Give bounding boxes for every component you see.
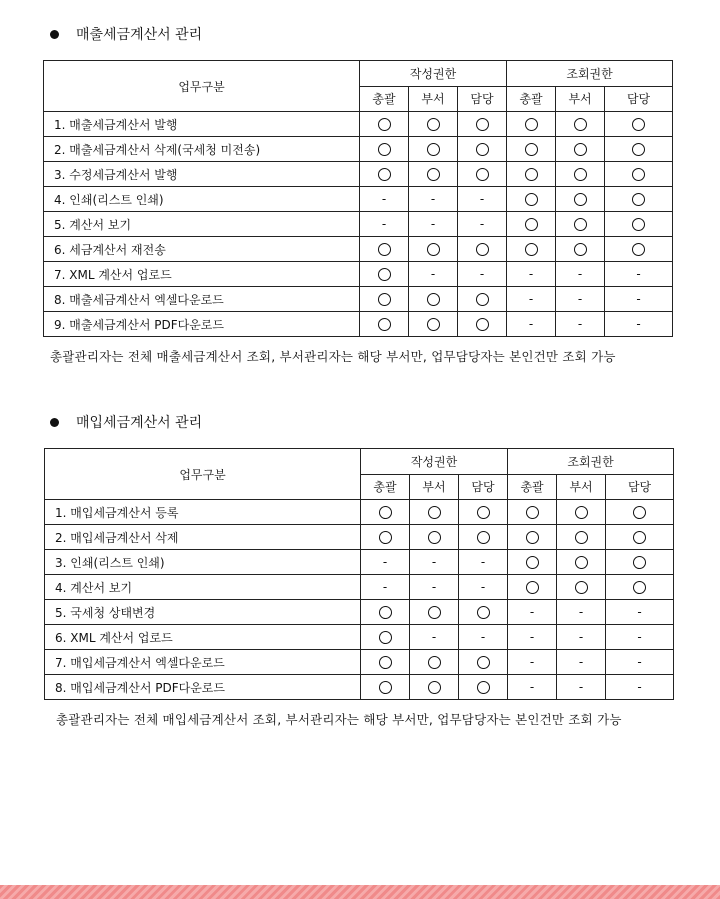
table-row <box>44 112 673 137</box>
permission-cell <box>410 675 459 700</box>
permission-cell <box>557 550 606 575</box>
permission-cell <box>508 575 557 600</box>
circle-mark-icon <box>476 293 489 306</box>
permission-cell <box>605 237 673 262</box>
circle-mark-icon <box>477 506 490 519</box>
permission-cell <box>361 525 410 550</box>
circle-mark-icon <box>427 318 440 331</box>
permission-cell <box>557 675 606 700</box>
permission-cell <box>458 212 507 237</box>
dash-mark: - <box>636 267 641 281</box>
circle-mark-icon <box>428 681 441 694</box>
circle-mark-icon <box>632 218 645 231</box>
permission-cell <box>507 212 556 237</box>
dash-mark: - <box>431 555 437 569</box>
dash-mark: - <box>479 267 485 281</box>
permission-cell <box>556 112 605 137</box>
permission-cell <box>410 600 459 625</box>
permission-cell <box>459 575 508 600</box>
circle-mark-icon <box>633 531 646 544</box>
circle-mark-icon <box>427 243 440 256</box>
circle-mark-icon <box>574 193 587 206</box>
permission-cell <box>410 500 459 525</box>
table-row <box>44 312 673 337</box>
table-row <box>45 525 674 550</box>
dash-mark: - <box>637 680 642 694</box>
circle-mark-icon <box>526 531 539 544</box>
permission-cell <box>556 187 605 212</box>
permission-cell <box>557 600 606 625</box>
circle-mark-icon <box>574 118 587 131</box>
subheader-write-general: 총괄 <box>361 474 410 500</box>
permission-cell <box>459 500 508 525</box>
table-row <box>45 675 674 700</box>
section-title-sales <box>50 24 202 44</box>
permission-cell <box>360 287 409 312</box>
permission-cell <box>605 287 673 312</box>
dash-mark: - <box>430 217 436 231</box>
task-label: 4. 인쇄(리스트 인쇄) <box>44 187 360 212</box>
permission-cell <box>557 650 606 675</box>
task-label: 1. 매출세금계산서 발행 <box>44 112 360 137</box>
footer-stripe <box>0 885 720 899</box>
permission-cell <box>556 212 605 237</box>
permission-cell <box>557 525 606 550</box>
subheader-view-staff: 담당 <box>606 474 674 500</box>
dash-mark: - <box>529 605 535 619</box>
permission-cell <box>556 262 605 287</box>
table-row <box>44 212 673 237</box>
circle-mark-icon <box>428 656 441 669</box>
dash-mark: - <box>636 292 641 306</box>
circle-mark-icon <box>379 656 392 669</box>
circle-mark-icon <box>378 293 391 306</box>
dash-mark: - <box>637 605 642 619</box>
subheader-write-staff: 담당 <box>458 86 507 112</box>
permission-cell <box>507 137 556 162</box>
dash-mark: - <box>578 680 584 694</box>
permission-cell <box>361 575 410 600</box>
sales-note: 총괄관리자는 전체 매출세금계산서 조회, 부서관리자는 해당 부서만, 업무담당자는 본인건만 조회 가능 <box>50 349 616 364</box>
task-label: 1. 매입세금계산서 등록 <box>45 500 361 525</box>
dash-mark: - <box>578 630 584 644</box>
subheader-write-staff: 담당 <box>459 474 508 500</box>
permission-cell <box>458 237 507 262</box>
task-label: 2. 매출세금계산서 삭제(국세청 미전송) <box>44 137 360 162</box>
circle-mark-icon <box>525 168 538 181</box>
task-label: 2. 매입세금계산서 삭제 <box>45 525 361 550</box>
header-view-permission: 조회권한 <box>507 61 673 87</box>
dash-mark: - <box>480 580 486 594</box>
permission-cell <box>360 262 409 287</box>
circle-mark-icon <box>428 506 441 519</box>
dash-mark: - <box>480 630 486 644</box>
circle-mark-icon <box>476 118 489 131</box>
dash-mark: - <box>637 630 642 644</box>
permission-cell <box>409 287 458 312</box>
circle-mark-icon <box>427 168 440 181</box>
permission-cell <box>361 675 410 700</box>
table-row <box>45 550 674 575</box>
subheader-view-dept: 부서 <box>556 86 605 112</box>
permission-cell <box>409 112 458 137</box>
permission-cell <box>508 625 557 650</box>
task-label: 4. 계산서 보기 <box>45 575 361 600</box>
circle-mark-icon <box>379 681 392 694</box>
task-label: 6. XML 계산서 업로드 <box>45 625 361 650</box>
permission-cell <box>410 550 459 575</box>
permission-cell <box>409 212 458 237</box>
bullet-icon <box>50 30 59 39</box>
permission-cell <box>507 262 556 287</box>
task-label: 5. 계산서 보기 <box>44 212 360 237</box>
permission-cell <box>410 650 459 675</box>
permission-cell <box>556 137 605 162</box>
circle-mark-icon <box>427 143 440 156</box>
permission-cell <box>459 650 508 675</box>
permission-cell <box>458 112 507 137</box>
header-task-column: 업무구분 <box>45 449 361 500</box>
permission-cell <box>606 675 674 700</box>
dash-mark: - <box>578 605 584 619</box>
permission-cell <box>360 212 409 237</box>
circle-mark-icon <box>574 143 587 156</box>
dash-mark: - <box>381 217 387 231</box>
permission-cell <box>360 312 409 337</box>
circle-mark-icon <box>632 193 645 206</box>
circle-mark-icon <box>379 531 392 544</box>
permission-cell <box>507 162 556 187</box>
task-label: 8. 매출세금계산서 엑셀다운로드 <box>44 287 360 312</box>
circle-mark-icon <box>525 243 538 256</box>
task-label: 8. 매입세금계산서 PDF다운로드 <box>45 675 361 700</box>
permission-cell <box>606 550 674 575</box>
dash-mark: - <box>577 317 583 331</box>
task-label: 7. 매입세금계산서 엑셀다운로드 <box>45 650 361 675</box>
table-row <box>45 650 674 675</box>
permission-cell <box>409 137 458 162</box>
permission-cell <box>556 162 605 187</box>
permission-cell <box>409 262 458 287</box>
permission-cell <box>606 575 674 600</box>
circle-mark-icon <box>378 168 391 181</box>
permission-cell <box>410 625 459 650</box>
circle-mark-icon <box>525 193 538 206</box>
permission-cell <box>507 187 556 212</box>
circle-mark-icon <box>525 118 538 131</box>
dash-mark: - <box>528 267 534 281</box>
dash-mark: - <box>479 217 485 231</box>
permission-cell <box>557 500 606 525</box>
permission-cell <box>508 550 557 575</box>
table-row <box>45 500 674 525</box>
permission-cell <box>605 162 673 187</box>
dash-mark: - <box>382 555 388 569</box>
circle-mark-icon <box>633 581 646 594</box>
circle-mark-icon <box>477 681 490 694</box>
sales-permission-table <box>43 60 673 337</box>
circle-mark-icon <box>633 556 646 569</box>
permission-cell <box>557 625 606 650</box>
circle-mark-icon <box>476 318 489 331</box>
circle-mark-icon <box>378 118 391 131</box>
permission-cell <box>458 262 507 287</box>
circle-mark-icon <box>378 318 391 331</box>
dash-mark: - <box>381 192 387 206</box>
permission-cell <box>508 500 557 525</box>
permission-cell <box>458 137 507 162</box>
task-label: 3. 인쇄(리스트 인쇄) <box>45 550 361 575</box>
dash-mark: - <box>430 267 436 281</box>
subheader-view-general: 총괄 <box>508 474 557 500</box>
dash-mark: - <box>431 580 437 594</box>
table-row <box>45 625 674 650</box>
permission-cell <box>458 162 507 187</box>
permission-cell <box>361 600 410 625</box>
circle-mark-icon <box>378 143 391 156</box>
permission-cell <box>458 312 507 337</box>
table-row <box>44 137 673 162</box>
circle-mark-icon <box>632 243 645 256</box>
circle-mark-icon <box>575 581 588 594</box>
permission-cell <box>409 237 458 262</box>
task-label: 5. 국세청 상태변경 <box>45 600 361 625</box>
permission-cell <box>606 625 674 650</box>
circle-mark-icon <box>428 531 441 544</box>
permission-cell <box>410 575 459 600</box>
permission-cell <box>459 525 508 550</box>
dash-mark: - <box>382 580 388 594</box>
subheader-write-general: 총괄 <box>360 86 409 112</box>
permission-cell <box>409 312 458 337</box>
dash-mark: - <box>431 630 437 644</box>
permission-cell <box>605 137 673 162</box>
circle-mark-icon <box>378 268 391 281</box>
subheader-view-general: 총괄 <box>507 86 556 112</box>
task-label: 3. 수정세금계산서 발행 <box>44 162 360 187</box>
circle-mark-icon <box>575 506 588 519</box>
permission-cell <box>606 500 674 525</box>
circle-mark-icon <box>526 506 539 519</box>
circle-mark-icon <box>632 168 645 181</box>
circle-mark-icon <box>574 168 587 181</box>
dash-mark: - <box>577 292 583 306</box>
permission-cell <box>459 625 508 650</box>
table-row <box>44 187 673 212</box>
permission-cell <box>361 500 410 525</box>
permission-cell <box>458 287 507 312</box>
circle-mark-icon <box>379 606 392 619</box>
permission-cell <box>556 312 605 337</box>
dash-mark: - <box>529 630 535 644</box>
permission-cell <box>606 600 674 625</box>
permission-cell <box>507 287 556 312</box>
dash-mark: - <box>430 192 436 206</box>
table-row <box>44 262 673 287</box>
circle-mark-icon <box>477 531 490 544</box>
bullet-icon <box>50 418 59 427</box>
permission-cell <box>360 162 409 187</box>
permission-cell <box>605 212 673 237</box>
permission-cell <box>361 650 410 675</box>
table-row <box>45 575 674 600</box>
circle-mark-icon <box>526 556 539 569</box>
purchase-permission-table <box>44 448 674 700</box>
section-title-purchase <box>50 412 202 432</box>
dash-mark: - <box>480 555 486 569</box>
dash-mark: - <box>636 317 641 331</box>
permission-cell <box>508 675 557 700</box>
purchase-note: 총괄관리자는 전체 매입세금계산서 조회, 부서관리자는 해당 부서만, 업무담당자는 본인건만 조회 가능 <box>56 712 622 727</box>
header-write-permission: 작성권한 <box>361 449 508 475</box>
dash-mark: - <box>479 192 485 206</box>
circle-mark-icon <box>575 556 588 569</box>
dash-mark: - <box>578 655 584 669</box>
circle-mark-icon <box>525 218 538 231</box>
dash-mark: - <box>637 655 642 669</box>
task-label: 9. 매출세금계산서 PDF다운로드 <box>44 312 360 337</box>
header-task-column: 업무구분 <box>44 61 360 112</box>
permission-cell <box>360 112 409 137</box>
circle-mark-icon <box>477 606 490 619</box>
circle-mark-icon <box>525 143 538 156</box>
subheader-write-dept: 부서 <box>410 474 459 500</box>
circle-mark-icon <box>632 118 645 131</box>
dash-mark: - <box>529 655 535 669</box>
permission-cell <box>458 187 507 212</box>
permission-cell <box>606 650 674 675</box>
permission-cell <box>507 312 556 337</box>
permission-cell <box>360 187 409 212</box>
section-title-text: 매입세금계산서 관리 <box>76 415 203 431</box>
circle-mark-icon <box>633 506 646 519</box>
table-row <box>44 162 673 187</box>
table-row <box>44 287 673 312</box>
subheader-view-dept: 부서 <box>557 474 606 500</box>
permission-cell <box>605 262 673 287</box>
permission-cell <box>360 137 409 162</box>
permission-cell <box>459 600 508 625</box>
circle-mark-icon <box>526 581 539 594</box>
circle-mark-icon <box>428 606 441 619</box>
circle-mark-icon <box>477 656 490 669</box>
circle-mark-icon <box>574 218 587 231</box>
circle-mark-icon <box>427 293 440 306</box>
permission-cell <box>605 187 673 212</box>
table-row <box>44 237 673 262</box>
circle-mark-icon <box>632 143 645 156</box>
circle-mark-icon <box>379 506 392 519</box>
circle-mark-icon <box>476 243 489 256</box>
circle-mark-icon <box>575 531 588 544</box>
circle-mark-icon <box>379 631 392 644</box>
permission-cell <box>409 162 458 187</box>
permission-cell <box>605 312 673 337</box>
task-label: 7. XML 계산서 업로드 <box>44 262 360 287</box>
permission-cell <box>556 287 605 312</box>
circle-mark-icon <box>378 243 391 256</box>
permission-cell <box>508 650 557 675</box>
permission-cell <box>508 600 557 625</box>
permission-cell <box>361 625 410 650</box>
subheader-write-dept: 부서 <box>409 86 458 112</box>
table-row <box>45 600 674 625</box>
header-write-permission: 작성권한 <box>360 61 507 87</box>
dash-mark: - <box>528 317 534 331</box>
circle-mark-icon <box>427 118 440 131</box>
permission-cell <box>360 237 409 262</box>
task-label: 6. 세금계산서 재전송 <box>44 237 360 262</box>
permission-cell <box>556 237 605 262</box>
dash-mark: - <box>529 680 535 694</box>
header-view-permission: 조회권한 <box>508 449 674 475</box>
circle-mark-icon <box>574 243 587 256</box>
subheader-view-staff: 담당 <box>605 86 673 112</box>
permission-cell <box>361 550 410 575</box>
permission-cell <box>410 525 459 550</box>
circle-mark-icon <box>476 143 489 156</box>
permission-cell <box>459 675 508 700</box>
permission-cell <box>507 237 556 262</box>
dash-mark: - <box>577 267 583 281</box>
permission-cell <box>459 550 508 575</box>
circle-mark-icon <box>476 168 489 181</box>
section-title-text: 매출세금계산서 관리 <box>76 27 203 43</box>
permission-cell <box>605 112 673 137</box>
permission-cell <box>606 525 674 550</box>
permission-cell <box>507 112 556 137</box>
permission-cell <box>409 187 458 212</box>
dash-mark: - <box>528 292 534 306</box>
permission-cell <box>508 525 557 550</box>
permission-cell <box>557 575 606 600</box>
